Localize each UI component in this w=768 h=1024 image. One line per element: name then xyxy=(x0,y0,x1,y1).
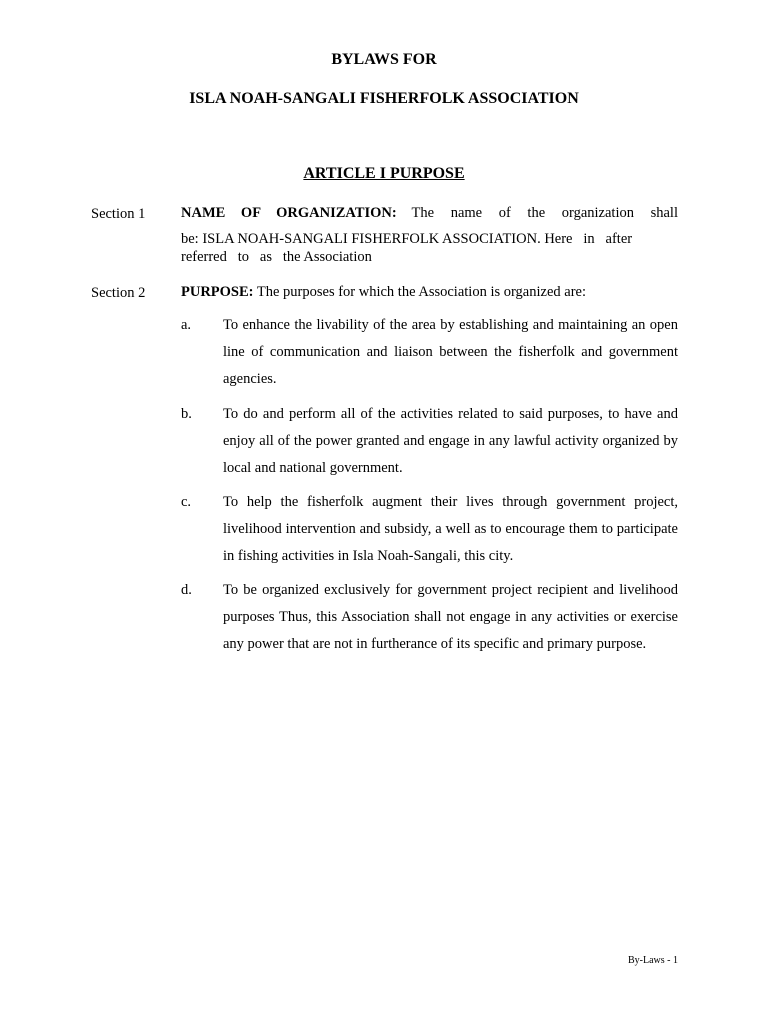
section-1-body xyxy=(181,204,678,266)
list-item-text: To help the fisherfolk augment their lives through government project, livelihood intervention and subsidy, a well as to encourage them to participate in fishing activities in Isla Noah-Sangali, this city. xyxy=(223,494,678,564)
section-2-heading: PURPOSE: xyxy=(181,284,254,300)
section-2-intro xyxy=(181,283,678,301)
list-item-letter: d. xyxy=(181,582,192,598)
list-item-text: To do and perform all of the activities related to said purposes, to have and enjoy all of the power granted and engage in any lawful activity organized by local and national government. xyxy=(223,406,678,476)
list-item-letter: a. xyxy=(181,317,192,333)
section-1-line3: referred to as the Association xyxy=(181,249,372,265)
section-2-label: Section 2 xyxy=(91,285,146,301)
section-1-line2: be: ISLA NOAH-SANGALI FISHERFOLK ASSOCIATION. Here in after xyxy=(181,231,633,247)
page-footer: By-Laws - 1 xyxy=(628,955,678,966)
article-heading: ARTICLE I PURPOSE xyxy=(303,165,465,182)
section-1-label: Section 1 xyxy=(91,206,146,222)
list-item-text: To be organized exclusively for government project recipient and livelihood purposes Thus, this Association shall not engage in any activities or exercise any power that are not in furtherance of its specific and primary purpose. xyxy=(223,582,678,652)
list-item-letter: b. xyxy=(181,406,192,422)
list-item-text: To enhance the livability of the area by establishing and maintaining an open line of communication and liaison between the fisherfolk and government agencies. xyxy=(223,317,678,387)
section-1-heading: NAME OF ORGANIZATION: xyxy=(181,205,397,221)
document-title-line2: ISLA NOAH-SANGALI FISHERFOLK ASSOCIATION xyxy=(189,90,579,107)
list-item-letter: c. xyxy=(181,494,192,510)
document-title-line1: BYLAWS FOR xyxy=(331,51,437,68)
section-1-line1-text: The name of the organization shall xyxy=(411,205,678,221)
section-1-line1 xyxy=(181,204,678,222)
section-2-text: The purposes for which the Association is organized are: xyxy=(256,284,586,300)
